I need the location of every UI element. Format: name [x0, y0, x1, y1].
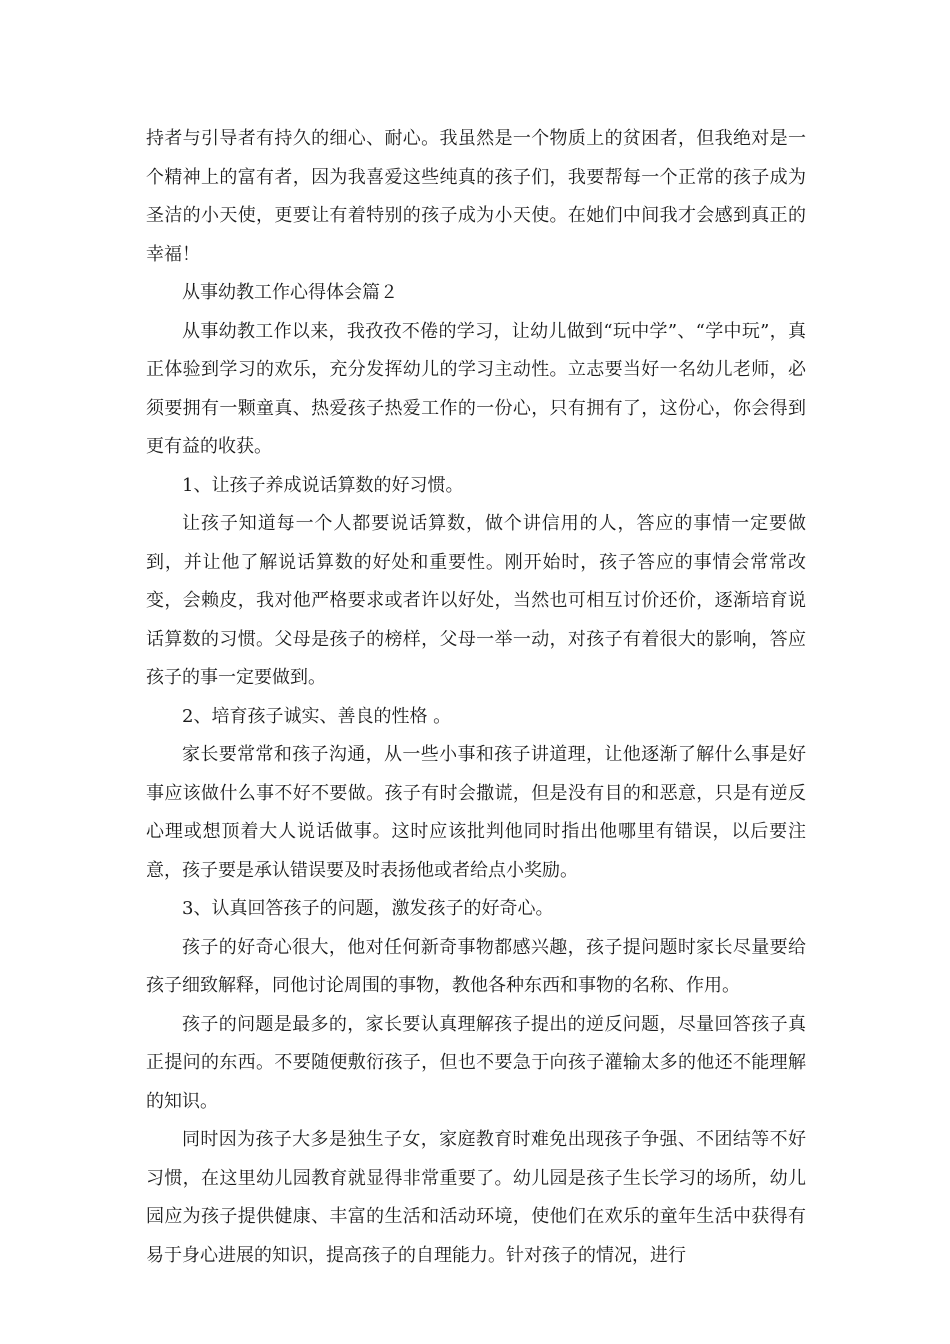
document-body [146, 120, 806, 1275]
paragraph: 从事幼教工作以来，我孜孜不倦的学习，让幼儿做到“玩中学”、“学中玩”，真正体验到学习的欢乐，充分发挥幼儿的学习主动性。立志要当好一名幼儿老师，必须要拥有一颗童真、热爱孩子热爱工作的一份心，只有拥有了，这份心，你会得到更有益的收获。 [146, 320, 806, 457]
list-heading-2: 2、培育孩子诚实、善良的性格 。 [182, 705, 452, 727]
paragraph: 让孩子知道每一个人都要说话算数，做个讲信用的人，答应的事情一定要做到，并让他了解说话算数的好处和重要性。刚开始时，孩子答应的事情会常常改变，会赖皮，我对他严格要求或者许以好处，当然也可相互讨价还价，逐渐培育说话算数的习惯。父母是孩子的榜样，父母一举一动，对孩子有着很大的影响，答应孩子的事一定要做到。 [146, 513, 806, 688]
list-heading-1: 1、让孩子养成说话算数的好习惯。 [182, 474, 464, 496]
paragraph: 孩子的问题是最多的，家长要认真理解孩子提出的逆反问题，尽量回答孩子真正提问的东西。不要随便敷衍孩子，但也不要急于向孩子灌输太多的他还不能理解的知识。 [146, 1013, 806, 1112]
paragraph-continued: 持者与引导者有持久的细心、耐心。我虽然是一个物质上的贫困者，但我绝对是一个精神上的富有者，因为我喜爱这些纯真的孩子们，我要帮每一个正常的孩子成为圣洁的小天使，更要让有着特别的孩子成为小天使。在她们中间我才会感到真正的幸福！ [146, 128, 806, 265]
section-heading: 从事幼教工作心得体会篇２ [182, 282, 398, 303]
paragraph: 家长要常常和孩子沟通，从一些小事和孩子讲道理，让他逐渐了解什么事是好事应该做什么事不好不要做。孩子有时会撒谎，但是没有目的和恶意，只是有逆反心理或想顶着大人说话做事。这时应该批判他同时指出他哪里有错误，以后要注意，孩子要是承认错误要及时表扬他或者给点小奖励。 [146, 744, 806, 881]
list-heading-3: 3、认真回答孩子的问题，激发孩子的好奇心。 [182, 898, 554, 919]
paragraph: 孩子的好奇心很大，他对任何新奇事物都感兴趣，孩子提问题时家长尽量要给孩子细致解释，同他讨论周围的事物，教他各种东西和事物的名称、作用。 [146, 936, 806, 996]
paragraph: 同时因为孩子大多是独生子女，家庭教育时难免出现孩子争强、不团结等不好习惯，在这里幼儿园教育就显得非常重要了。幼儿园是孩子生长学习的场所，幼儿园应为孩子提供健康、丰富的生活和活动环境，使他们在欢乐的童年生活中获得有易于身心进展的知识，提高孩子的自理能力。针对孩子的情况，进行 [146, 1129, 806, 1266]
